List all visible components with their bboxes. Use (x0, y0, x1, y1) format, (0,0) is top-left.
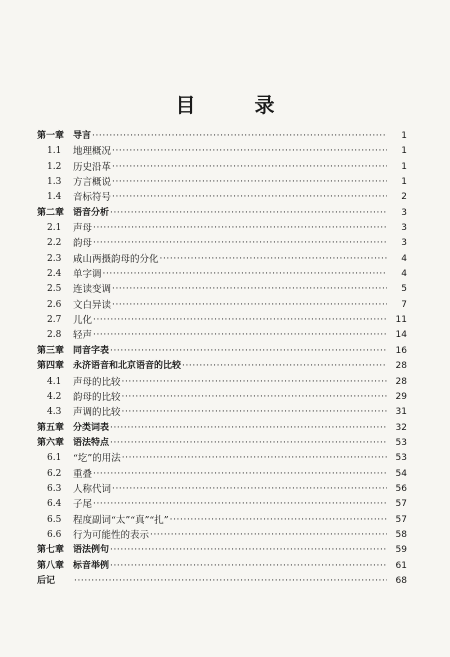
toc-entry-number: 2.4 (47, 269, 62, 280)
toc-section-entry (37, 451, 407, 466)
dot-leader (112, 144, 387, 159)
dot-leader (93, 467, 387, 482)
toc-entry-page-number: 28 (395, 361, 407, 372)
toc-entry-title: 人称代词 (73, 483, 112, 495)
toc-entry-number: 第一章 (37, 131, 65, 141)
dot-leader (110, 436, 387, 451)
toc-entry-title: 文白异读 (73, 299, 112, 311)
toc-entry-number: 6.3 (47, 483, 62, 494)
toc-chapter-entry (37, 344, 407, 359)
toc-entry-page-number: 57 (395, 514, 407, 525)
toc-section-entry (37, 160, 407, 175)
toc-section-entry (37, 497, 407, 512)
toc-entry-number: 4.1 (47, 376, 62, 387)
toc-section-entry (37, 405, 407, 420)
dot-leader (122, 390, 387, 405)
dot-leader (170, 513, 387, 528)
toc-entry-page-number: 4 (401, 253, 407, 264)
dot-leader (93, 313, 387, 328)
toc-section-entry (37, 144, 407, 159)
toc-entry-title: 咸山两摄韵母的分化 (73, 253, 159, 265)
dot-leader (160, 252, 387, 267)
toc-entry-title: 子尾 (73, 499, 93, 511)
toc-entry-page-number: 4 (401, 269, 407, 280)
toc-entry-number: 2.2 (47, 238, 62, 249)
toc-entry-page-number: 3 (401, 223, 407, 234)
toc-entry-number: 第七章 (37, 545, 65, 556)
dot-leader (122, 405, 387, 420)
toc-entry-number: 2.6 (47, 299, 62, 310)
toc-entry-title: 重叠 (73, 468, 93, 480)
toc-entry-title: 声母的比较 (73, 376, 121, 388)
toc-entry-page-number: 1 (401, 177, 407, 188)
toc-entry-page-number: 7 (401, 299, 407, 310)
toc-entry-number: 2.5 (47, 284, 62, 295)
toc-chapter-entry (37, 421, 407, 436)
toc-entry-title: 程度副词“太”“真”“扎” (73, 514, 169, 526)
toc-section-entry (37, 313, 407, 328)
page-title: 目 录 (175, 93, 301, 117)
toc-entry-number: 第二章 (37, 207, 65, 218)
toc-entry-number: 2.7 (47, 315, 62, 326)
dot-leader (112, 298, 387, 313)
toc-entry-number: 第五章 (37, 422, 65, 433)
toc-entry-page-number: 3 (401, 207, 407, 218)
toc-section-entry (37, 221, 407, 236)
toc-entry-page-number: 11 (395, 315, 407, 326)
toc-entry-number: 第八章 (37, 560, 65, 571)
toc-entry-title: 永济语音和北京语音的比较 (73, 361, 182, 372)
toc-entry-number: 2.8 (47, 330, 62, 341)
toc-chapter-entry (37, 129, 407, 144)
dot-leader (103, 267, 387, 282)
toc-section-entry (37, 190, 407, 205)
toc-entry-number: 6.5 (47, 514, 62, 525)
toc-entry-number: 2.3 (47, 253, 62, 264)
toc-entry-title: 轻声 (73, 330, 93, 342)
toc-section-entry (37, 467, 407, 482)
toc-entry-number: 4.2 (47, 391, 62, 402)
toc-section-entry (37, 298, 407, 313)
toc-section-entry (37, 282, 407, 297)
toc-entry-title: 标音举例 (73, 560, 110, 571)
toc-chapter-entry (37, 359, 407, 374)
toc-entry-page-number: 32 (395, 422, 407, 433)
toc-entry-number: 第四章 (37, 361, 65, 372)
toc-chapter-entry (37, 436, 407, 451)
toc-entry-page-number: 14 (395, 330, 407, 341)
toc-entry-title: 声调的比较 (73, 407, 121, 419)
toc-chapter-entry (37, 574, 407, 589)
dot-leader (122, 375, 387, 390)
toc-entry-number: 后记 (37, 575, 56, 586)
toc-entry-number: 6.1 (47, 453, 62, 464)
toc-entry-page-number: 3 (401, 238, 407, 249)
toc-entry-title: 方言概说 (73, 177, 112, 189)
toc-section-entry (37, 328, 407, 343)
toc-entry-page-number: 57 (395, 499, 407, 510)
dot-leader (112, 160, 387, 175)
toc-entry-title: 儿化 (73, 315, 93, 327)
toc-entry-title: 单字调 (73, 269, 102, 281)
dot-leader (110, 344, 387, 359)
toc-entry-page-number: 61 (395, 560, 407, 571)
dot-leader (182, 359, 387, 374)
toc-section-entry (37, 175, 407, 190)
toc-section-entry (37, 236, 407, 251)
dot-leader (112, 175, 387, 190)
toc-entry-page-number: 54 (395, 468, 407, 479)
dot-leader (112, 282, 387, 297)
toc-entry-title: 行为可能性的表示 (73, 529, 150, 541)
toc-entry-number: 4.3 (47, 407, 62, 418)
toc-entry-page-number: 56 (395, 483, 407, 494)
toc-entry-title: 同音字表 (73, 345, 110, 356)
toc-entry-number: 第六章 (37, 437, 65, 448)
toc-entry-title: 声母 (73, 223, 93, 235)
toc-entry-page-number: 2 (401, 192, 407, 203)
dot-leader (110, 206, 387, 221)
toc-chapter-entry (37, 543, 407, 558)
toc-entry-page-number: 53 (395, 437, 407, 448)
toc-entry-page-number: 1 (401, 161, 407, 172)
toc-section-entry (37, 267, 407, 282)
toc-section-entry (37, 375, 407, 390)
toc-entry-page-number: 5 (401, 284, 407, 295)
toc-entry-page-number: 16 (395, 345, 407, 356)
toc-entry-number: 6.2 (47, 468, 62, 479)
toc-entry-page-number: 1 (401, 131, 407, 141)
toc-entry-page-number: 1 (401, 146, 407, 157)
dot-leader (150, 528, 387, 543)
toc-entry-number: 1.2 (47, 161, 62, 172)
dot-leader (112, 190, 387, 205)
toc-section-entry (37, 528, 407, 543)
dot-leader (93, 236, 387, 251)
toc-entry-title: 语法例句 (73, 545, 110, 556)
dot-leader (74, 574, 387, 589)
toc-entry-number: 6.4 (47, 499, 62, 510)
dot-leader (93, 497, 387, 512)
table-of-contents (37, 129, 407, 589)
toc-entry-page-number: 31 (395, 407, 407, 418)
toc-entry-title: 导言 (73, 131, 92, 141)
toc-entry-title: 历史沿革 (73, 161, 112, 173)
toc-entry-title: “圪”的用法 (73, 453, 121, 465)
toc-section-entry (37, 252, 407, 267)
toc-entry-title: 语法特点 (73, 437, 110, 448)
dot-leader (92, 129, 387, 144)
toc-entry-number: 1.3 (47, 177, 62, 188)
toc-entry-page-number: 58 (395, 529, 407, 540)
toc-entry-number: 1.4 (47, 192, 62, 203)
toc-entry-number: 6.6 (47, 529, 62, 540)
toc-entry-title: 韵母的比较 (73, 391, 121, 403)
dot-leader (110, 559, 387, 574)
toc-section-entry (37, 482, 407, 497)
dot-leader (112, 482, 387, 497)
toc-section-entry (37, 513, 407, 528)
dot-leader (122, 451, 387, 466)
toc-entry-page-number: 28 (395, 376, 407, 387)
toc-entry-title: 韵母 (73, 238, 93, 250)
toc-entry-title: 连读变调 (73, 284, 112, 296)
dot-leader (93, 221, 387, 236)
toc-entry-title: 分类词表 (73, 422, 110, 433)
toc-entry-title: 音标符号 (73, 192, 112, 204)
dot-leader (93, 328, 387, 343)
toc-entry-page-number: 68 (395, 575, 407, 586)
dot-leader (110, 543, 387, 558)
toc-entry-number: 1.1 (47, 146, 62, 157)
toc-chapter-entry (37, 559, 407, 574)
dot-leader (110, 421, 387, 436)
toc-section-entry (37, 390, 407, 405)
toc-entry-number: 第三章 (37, 345, 65, 356)
toc-entry-page-number: 59 (395, 545, 407, 556)
toc-entry-number: 2.1 (47, 223, 62, 234)
toc-chapter-entry (37, 206, 407, 221)
toc-entry-page-number: 29 (395, 391, 407, 402)
toc-entry-title: 地理概况 (73, 146, 112, 158)
toc-entry-page-number: 53 (395, 453, 407, 464)
toc-entry-title: 语音分析 (73, 207, 110, 218)
